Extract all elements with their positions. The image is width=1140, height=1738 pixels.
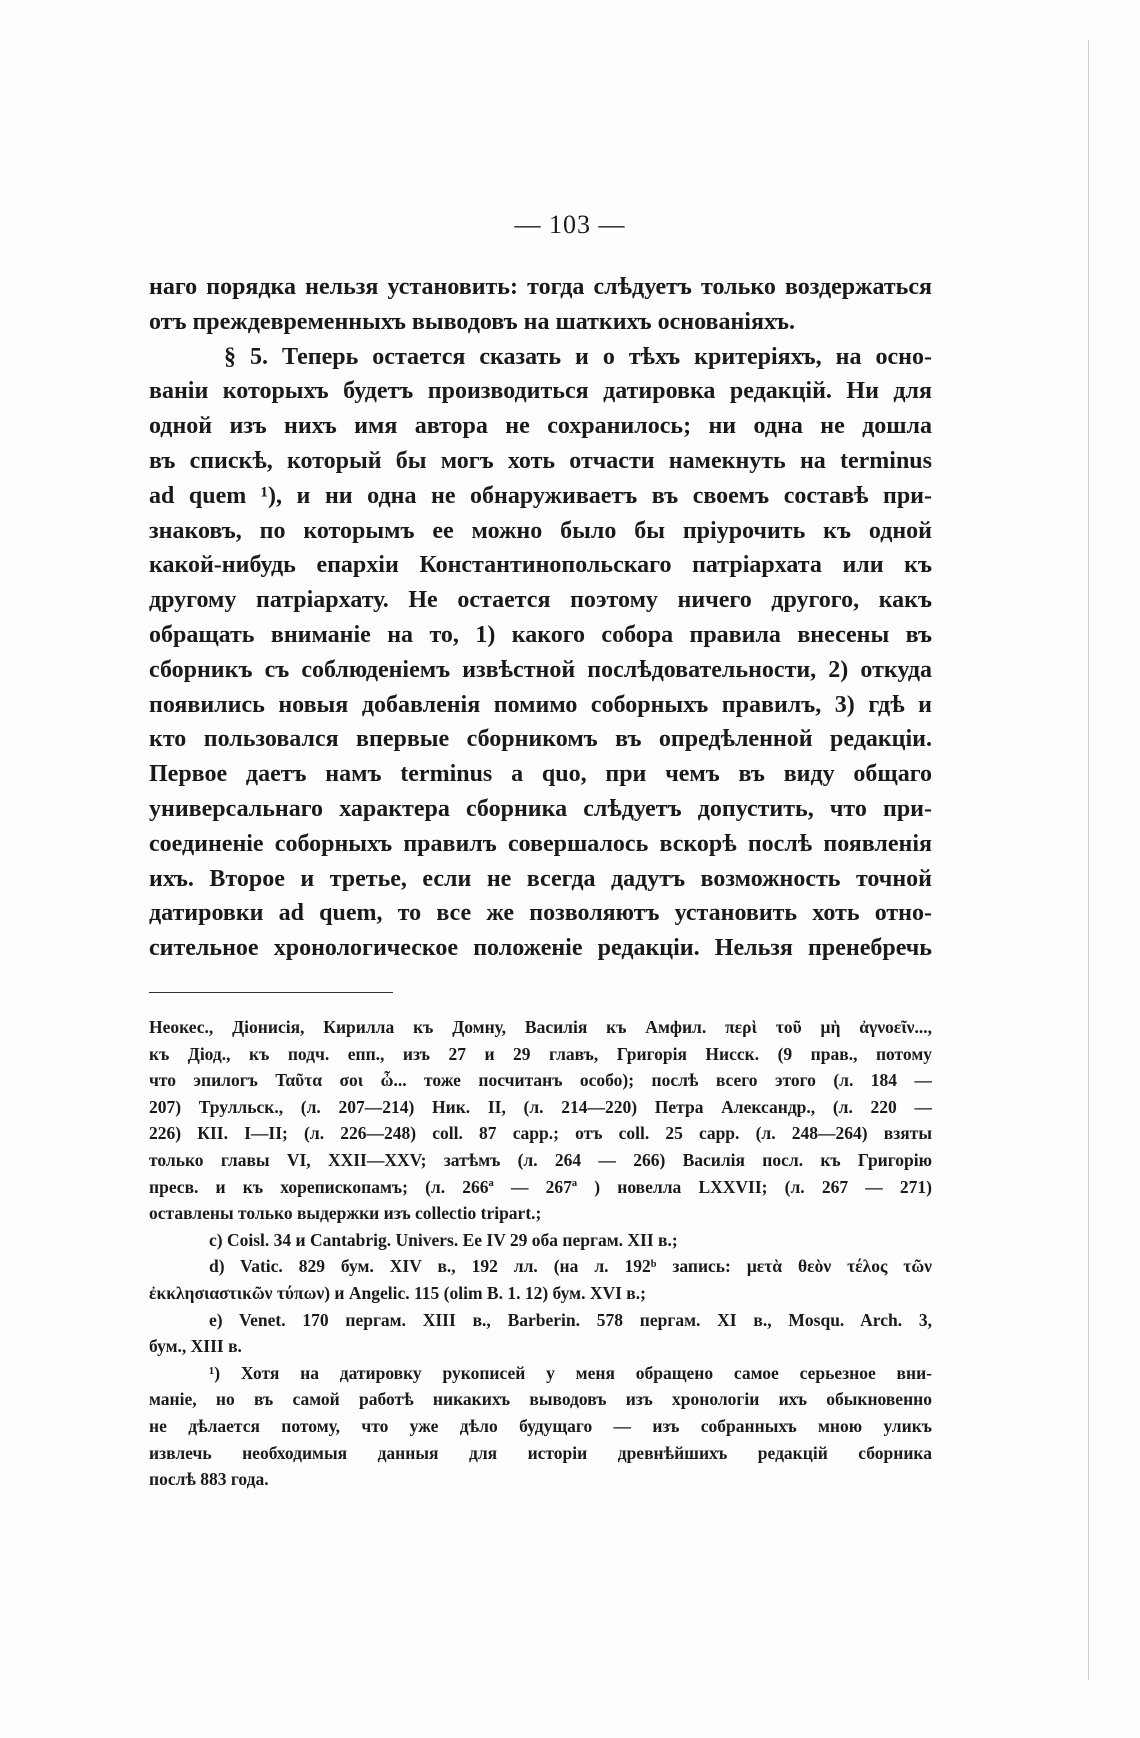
- text-line: въ спискѣ, который бы могъ хоть отчасти намекнуть на terminus: [149, 447, 932, 474]
- footnote-line: только главы VI, XXII—XXV; затѣмъ (л. 264 — 266) Василія посл. къ Григорію: [149, 1149, 932, 1170]
- text-line: ваніи которыхъ будетъ производиться датировка редакцій. Ни для: [149, 378, 932, 405]
- footnote-line: Неокес., Діонисія, Кирилла къ Домну, Василія къ Амфил. περὶ τοῦ μὴ ἀγνοεῖν...,: [149, 1017, 932, 1037]
- text-line: датировки ad quem, то все же позволяютъ установить хоть отно-: [149, 900, 932, 927]
- footnote-item-d: d) Vatic. 829 бум. XIV в., 192 лл. (на л. 192ᵇ запись: μετὰ θεὸν τέλος τῶν: [209, 1256, 932, 1277]
- footnote-line: маніе, но въ самой работѣ никакихъ выводовъ изъ хронологіи ихъ обыкновенно: [149, 1389, 932, 1410]
- footnote-separator: [149, 992, 393, 993]
- text-line: наго порядка нельзя установить: тогда слѣдуетъ только воздержаться: [149, 274, 932, 300]
- footnote-line: оставлены только выдержки изъ collectio tripart.;: [149, 1203, 542, 1224]
- text-line: какой-нибудь епархіи Константинопольскаго патріархата или къ: [149, 552, 932, 579]
- text-line: отъ преждевременныхъ выводовъ на шаткихъ основаніяхъ.: [149, 308, 796, 335]
- main-text: [149, 270, 932, 966]
- footnote-line: послѣ 883 года.: [149, 1469, 269, 1490]
- footnotes: [149, 1014, 932, 1493]
- footnote-1-start: ¹) Хотя на датировку рукописей у меня обращено самое серьезное вни-: [209, 1362, 932, 1383]
- text-line: одной изъ нихъ имя автора не сохранилось; ни одна не дошла: [149, 413, 932, 440]
- text-line: ad quem ¹), и ни одна не обнаруживаетъ въ своемъ составѣ при-: [149, 482, 932, 509]
- page-number: — 103 —: [514, 210, 626, 239]
- text-line: Первое даетъ намъ terminus a quo, при чемъ въ виду общаго: [149, 761, 932, 788]
- text-line: знаковъ, по которымъ ее можно было бы пріурочить къ одной: [149, 517, 932, 544]
- text-line: ихъ. Второе и третье, если не всегда дадутъ возможность точной: [149, 865, 932, 892]
- footnote-line: ἐκκλησιαστικῶν τύπων) и Angelic. 115 (olim B. 1. 12) бум. XVI в.;: [149, 1282, 646, 1303]
- footnote-line: 207) Трулльск., (л. 207—214) Ник. II, (л. 214—220) Петра Александр., (л. 220 —: [149, 1096, 932, 1117]
- text-line: сборникъ съ соблюденіемъ извѣстной послѣдовательности, 2) откуда: [149, 656, 932, 683]
- footnote-line: къ Діод., къ подч. епп., изъ 27 и 29 главъ, Григорія Нисск. (9 прав., потому: [149, 1043, 932, 1064]
- text-line: универсальнаго характера сборника слѣдуетъ допустить, что при-: [149, 795, 932, 822]
- text-line: кто пользовался впервые сборникомъ въ опредѣленной редакціи.: [149, 726, 932, 753]
- footnote-line: не дѣлается потому, что уже дѣло будущаго — изъ собранныхъ мною уликъ: [149, 1415, 932, 1436]
- text-line: появились новыя добавленія помимо соборныхъ правилъ, 3) гдѣ и: [149, 691, 932, 718]
- footnote-line: что эпилогъ Ταῦτα σοι ὦ... тоже посчитанъ особо); послѣ всего этого (л. 184 —: [149, 1070, 932, 1091]
- footnote-line: бум., XIII в.: [149, 1336, 242, 1357]
- section-heading-line: § 5. Теперь остается сказать и о тѣхъ критеріяхъ, на осно-: [224, 343, 932, 370]
- scan-edge-line: [1088, 40, 1089, 1680]
- text-line: обращать вниманіе на то, 1) какого собора правила внесены въ: [149, 621, 932, 648]
- footnote-line: пресв. и къ хорепископамъ; (л. 266ª — 267ª ) новелла LXXVII; (л. 267 — 271): [149, 1176, 932, 1197]
- footnote-item-c: c) Coisl. 34 и Cantabrig. Univers. Ee IV 29 оба пергам. XII в.;: [209, 1229, 678, 1250]
- text-line: сительное хронологическое положеніе редакціи. Нельзя пренебречь: [149, 935, 932, 962]
- footnote-line: извлечь необходимыя данныя для исторіи древнѣйшихъ редакцій сборника: [149, 1442, 932, 1463]
- text-line: другому патріархату. Не остается поэтому ничего другого, какъ: [149, 587, 932, 614]
- footnote-item-e: e) Venet. 170 пергам. XIII в., Barberin. 578 пергам. XI в., Mosqu. Arch. 3,: [209, 1309, 932, 1330]
- text-line: соединеніе соборныхъ правилъ совершалось вскорѣ послѣ появленія: [149, 830, 932, 857]
- footnote-line: 226) КII. I—II; (л. 226—248) coll. 87 capp.; отъ coll. 25 capp. (л. 248—264) взяты: [149, 1123, 932, 1144]
